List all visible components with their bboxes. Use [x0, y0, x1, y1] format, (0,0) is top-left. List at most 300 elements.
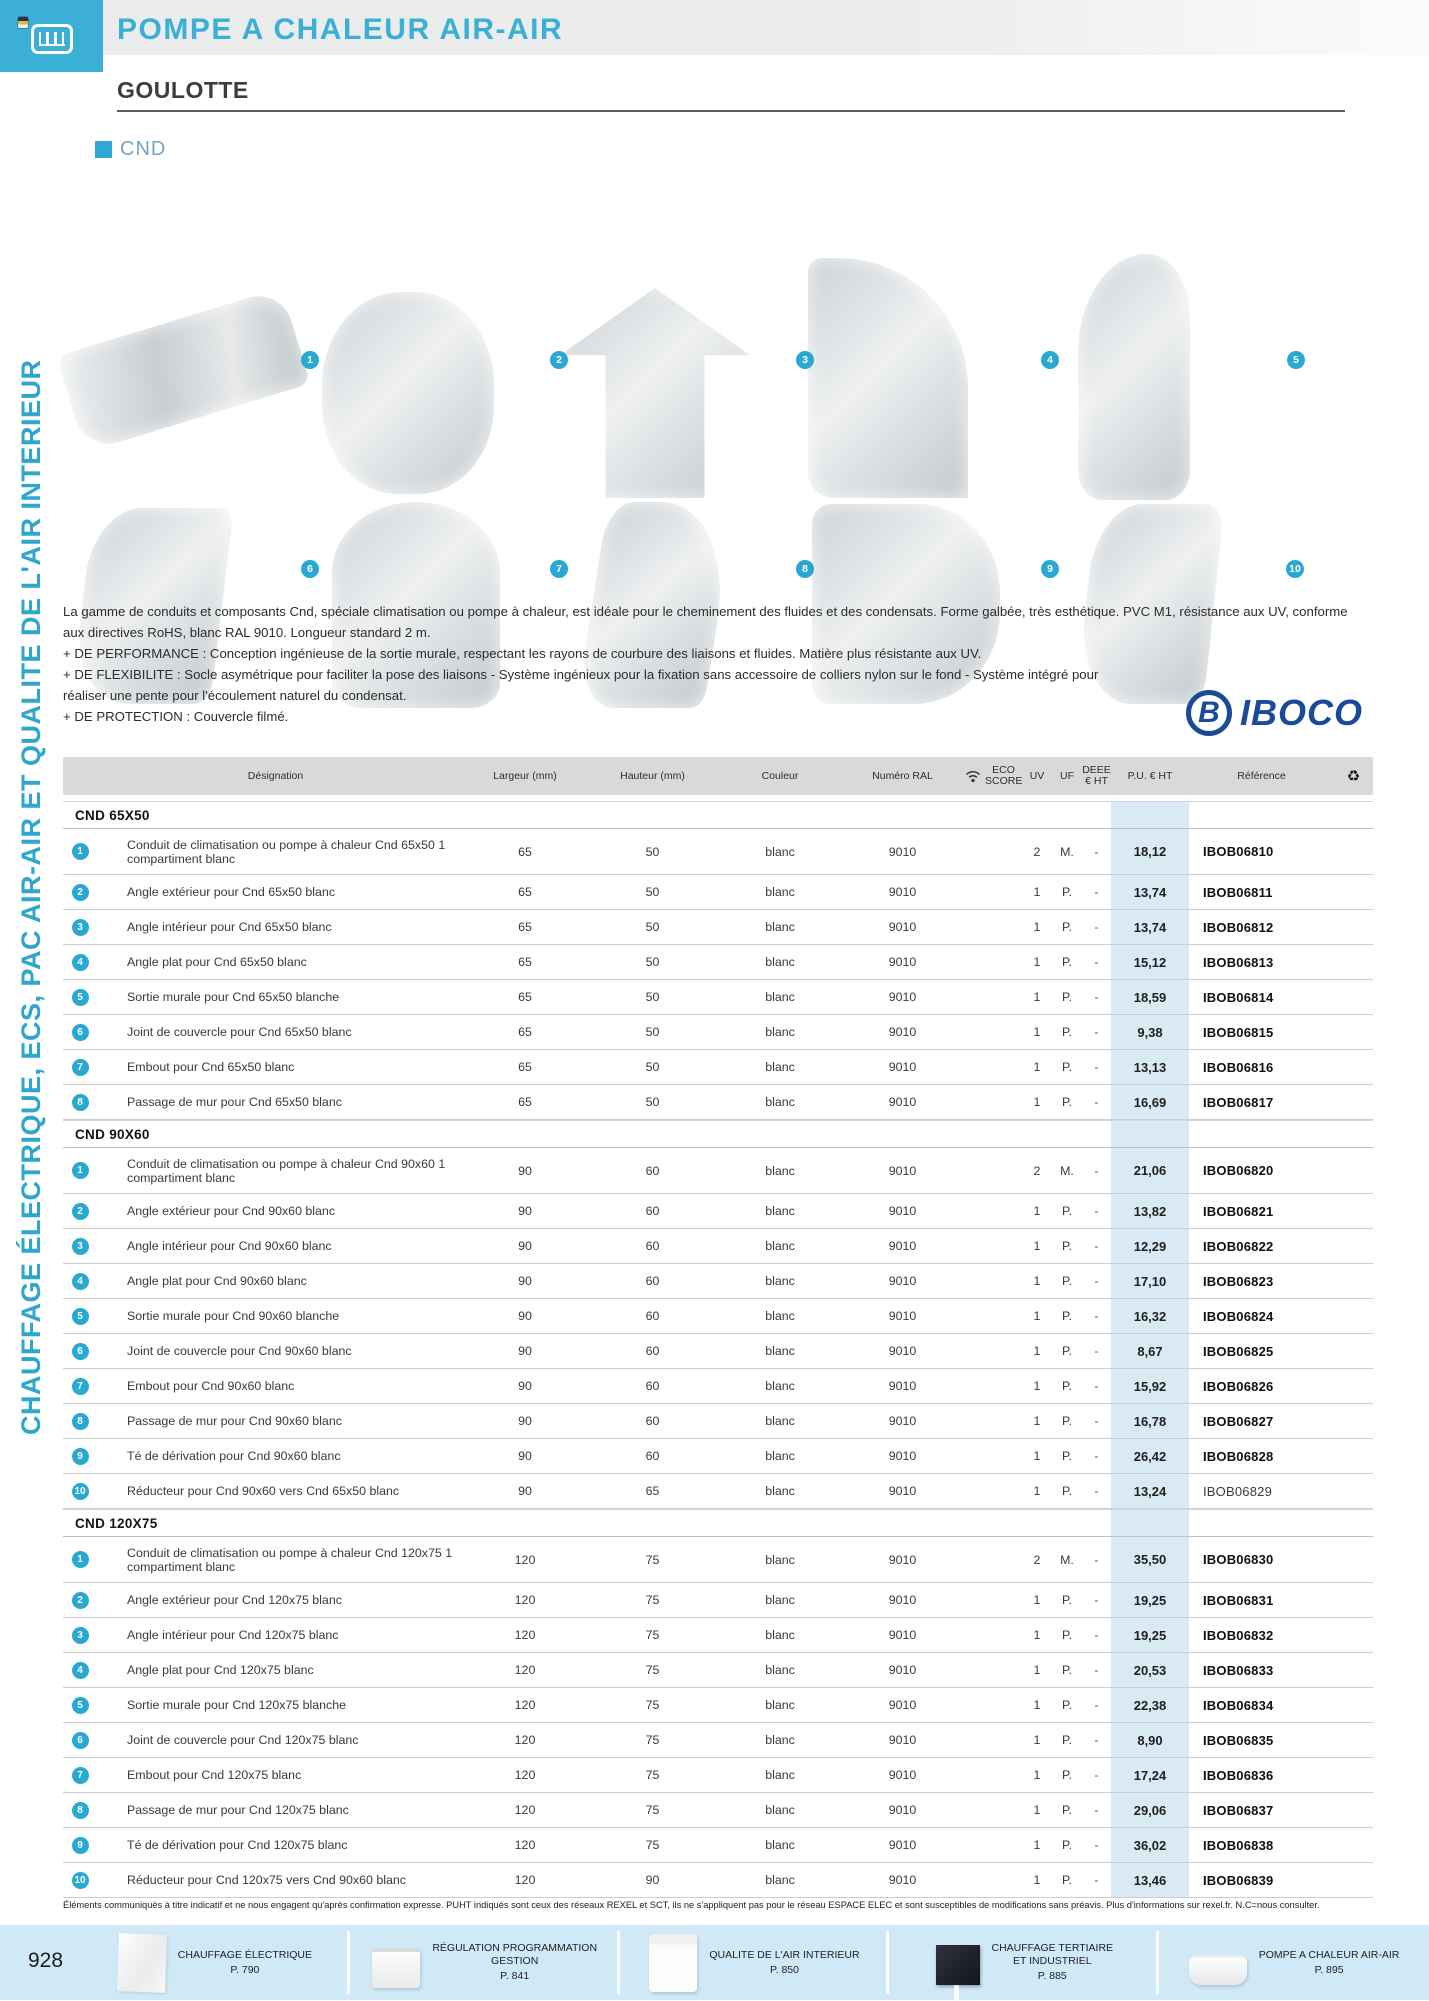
cell-numero-ral: 9010 — [888, 1060, 917, 1074]
cell-largeur: 90 — [518, 1274, 532, 1288]
cell-reference: IBOB06813 — [1203, 954, 1274, 970]
product-number-badge: 4 — [1041, 351, 1059, 369]
col-pu: P.U. € HT — [1127, 769, 1173, 782]
category-icon-tile — [0, 0, 103, 72]
row-number-badge: 2 — [72, 1592, 89, 1609]
footer-nav-label: QUALITE DE L'AIR INTERIEUR P. 850 — [709, 1948, 860, 1976]
vertical-category-label: CHAUFFAGE ÉLECTRIQUE, ECS, PAC AIR-AIR ET QUALITE DE L'AIR INTERIEUR — [16, 359, 46, 1435]
cell-price: 29,06 — [1133, 1802, 1167, 1818]
cell-largeur: 90 — [518, 1204, 532, 1218]
row-number-badge: 6 — [72, 1024, 89, 1041]
cell-uv: 1 — [1033, 1663, 1041, 1677]
cell-deee: - — [1094, 1414, 1099, 1428]
cell-designation: Sortie murale pour Cnd 65x50 blanche — [127, 990, 340, 1004]
legal-footnote: Éléments communiqués à titre indicatif et ne nous engagent qu'après confirmation expresse. PUHT indiqués sont ceux des réseaux REXEL et SCT, ils ne s'appliquent pas pour le réseau ESPACE ELEC et sont susceptibles de modifications sans préavis. Plus d'informations sur rexel.fr. N.C=nous consulter. — [63, 1900, 1320, 1910]
cell-designation: Angle extérieur pour Cnd 120x75 blanc — [127, 1593, 342, 1607]
cell-uv: 1 — [1033, 1803, 1041, 1817]
cell-price: 16,69 — [1133, 1094, 1167, 1110]
row-number-badge: 7 — [72, 1767, 89, 1784]
row-number-badge: 1 — [72, 1551, 89, 1568]
description-intro: La gamme de conduits et composants Cnd, spéciale climatisation ou pompe à chaleur, est idéale pour le cheminement des fluides et des condensats. Forme galbée, très esthétique. PVC M1, résistance aux UV, conforme aux directives RoHS, blanc RAL 9010. Longueur standard 2 m. — [63, 604, 1348, 640]
cell-numero-ral: 9010 — [888, 885, 917, 899]
col-deee: DEEE € HT — [1082, 764, 1111, 787]
product-gallery — [0, 120, 1429, 590]
col-reference: Référence — [1237, 769, 1286, 782]
cell-uv: 1 — [1033, 1204, 1041, 1218]
row-number-badge: 4 — [72, 1662, 89, 1679]
cell-couleur: blanc — [765, 1239, 795, 1253]
cell-price: 36,02 — [1133, 1837, 1167, 1853]
cell-numero-ral: 9010 — [888, 1733, 917, 1747]
cell-uf: P. — [1061, 1204, 1073, 1218]
cell-hauteur: 50 — [645, 844, 660, 859]
col-couleur: Couleur — [761, 769, 799, 782]
col-eco-score: ECO SCORE — [985, 764, 1023, 787]
cell-price: 8,90 — [1137, 1732, 1163, 1748]
series-label-text: CND — [120, 138, 167, 160]
row-number-badge: 3 — [72, 1627, 89, 1644]
cell-uf: P. — [1061, 1593, 1073, 1607]
cell-designation: Angle extérieur pour Cnd 90x60 blanc — [127, 1204, 336, 1218]
cell-largeur: 65 — [518, 955, 532, 969]
table-row — [63, 1863, 1373, 1898]
cell-largeur: 120 — [514, 1768, 536, 1782]
cell-uv: 1 — [1033, 1239, 1041, 1253]
product-image-sortie-murale — [1078, 254, 1190, 500]
cell-deee: - — [1094, 1593, 1099, 1607]
cell-uv: 1 — [1033, 1628, 1041, 1642]
cell-designation: Sortie murale pour Cnd 90x60 blanche — [127, 1309, 340, 1323]
cell-numero-ral: 9010 — [888, 1803, 917, 1817]
cell-reference: IBOB06828 — [1203, 1448, 1274, 1464]
cell-hauteur: 65 — [645, 1484, 660, 1498]
table-row — [63, 1264, 1373, 1299]
cell-couleur: blanc — [765, 1309, 795, 1323]
cell-uf: P. — [1061, 885, 1073, 899]
footer-nav — [80, 1925, 1429, 2000]
cell-reference: IBOB06812 — [1203, 919, 1274, 935]
cell-deee: - — [1094, 1204, 1099, 1218]
table-header — [63, 757, 1373, 795]
row-number-badge: 4 — [72, 954, 89, 971]
cell-uv: 2 — [1033, 1552, 1041, 1567]
cell-designation: Conduit de climatisation ou pompe à chaleur Cnd 120x75 1 compartiment blanc — [127, 1545, 453, 1574]
table-row — [63, 875, 1373, 910]
cell-uv: 1 — [1033, 1274, 1041, 1288]
table-row — [63, 1828, 1373, 1863]
row-number-badge: 7 — [72, 1378, 89, 1395]
footer-nav-item[interactable] — [889, 1925, 1159, 2000]
cell-largeur: 90 — [518, 1239, 532, 1253]
cell-designation: Réducteur pour Cnd 120x75 vers Cnd 90x60 blanc — [127, 1873, 406, 1887]
cell-designation: Angle plat pour Cnd 120x75 blanc — [127, 1663, 314, 1677]
cell-uf: P. — [1061, 1379, 1073, 1393]
cell-designation: Té de dérivation pour Cnd 120x75 blanc — [127, 1838, 348, 1852]
page-title: POMPE A CHALEUR AIR-AIR — [117, 13, 564, 46]
cell-deee: - — [1094, 1060, 1099, 1074]
cell-uf: P. — [1061, 955, 1073, 969]
cell-hauteur: 75 — [645, 1733, 660, 1747]
table-row — [63, 1148, 1373, 1194]
cell-hauteur: 60 — [645, 1204, 660, 1218]
cell-price: 16,78 — [1133, 1413, 1167, 1429]
col-uv: UV — [1029, 769, 1045, 782]
cell-uv: 2 — [1033, 844, 1041, 859]
product-number-badge: 10 — [1286, 560, 1304, 578]
cell-numero-ral: 9010 — [888, 1163, 917, 1178]
cell-deee: - — [1094, 844, 1099, 859]
table-row — [63, 1758, 1373, 1793]
cell-couleur: blanc — [765, 1698, 795, 1712]
cell-numero-ral: 9010 — [888, 955, 917, 969]
cell-reference: IBOB06814 — [1203, 989, 1274, 1005]
cell-largeur: 65 — [518, 1060, 532, 1074]
cell-reference: IBOB06823 — [1203, 1273, 1274, 1289]
cell-designation: Réducteur pour Cnd 90x60 vers Cnd 65x50 blanc — [127, 1484, 400, 1498]
cell-uf: P. — [1061, 1698, 1073, 1712]
cell-designation: Joint de couvercle pour Cnd 120x75 blanc — [127, 1733, 359, 1747]
product-number-badge: 3 — [796, 351, 814, 369]
cell-price: 19,25 — [1133, 1592, 1167, 1608]
signal-icon — [960, 770, 985, 783]
cell-couleur: blanc — [765, 885, 795, 899]
cell-reference: IBOB06827 — [1203, 1413, 1274, 1429]
cell-uf: P. — [1061, 1344, 1073, 1358]
row-number-badge: 10 — [72, 1872, 89, 1889]
cell-deee: - — [1094, 1025, 1099, 1039]
table-section-title: CND 65X50 — [63, 801, 1373, 829]
cell-uf: P. — [1061, 920, 1073, 934]
cell-designation: Passage de mur pour Cnd 120x75 blanc — [127, 1803, 349, 1817]
row-number-badge: 3 — [72, 919, 89, 936]
cell-reference: IBOB06810 — [1203, 844, 1274, 859]
cell-reference: IBOB06811 — [1203, 884, 1273, 900]
cell-designation: Angle intérieur pour Cnd 90x60 blanc — [127, 1239, 332, 1253]
cell-designation: Joint de couvercle pour Cnd 90x60 blanc — [127, 1344, 352, 1358]
table-row — [63, 1653, 1373, 1688]
cell-hauteur: 75 — [645, 1593, 660, 1607]
cell-uv: 1 — [1033, 1698, 1041, 1712]
row-number-badge: 3 — [72, 1238, 89, 1255]
cell-uf: P. — [1061, 1060, 1073, 1074]
row-number-badge: 8 — [72, 1802, 89, 1819]
cell-deee: - — [1094, 1552, 1099, 1567]
table-row — [63, 1537, 1373, 1583]
cell-reference: IBOB06839 — [1203, 1872, 1274, 1888]
cell-designation: Angle extérieur pour Cnd 65x50 blanc — [127, 885, 336, 899]
cell-deee: - — [1094, 1663, 1099, 1677]
table-row — [63, 1618, 1373, 1653]
cell-largeur: 65 — [518, 1025, 532, 1039]
cell-reference: IBOB06833 — [1203, 1662, 1274, 1678]
cell-couleur: blanc — [765, 1379, 795, 1393]
cell-uf: P. — [1061, 1484, 1073, 1498]
cell-largeur: 120 — [514, 1838, 536, 1852]
cell-reference: IBOB06816 — [1203, 1059, 1274, 1075]
row-number-badge: 5 — [72, 1308, 89, 1325]
cell-numero-ral: 9010 — [888, 1838, 917, 1852]
cell-designation: Conduit de climatisation ou pompe à chaleur Cnd 65x50 1 compartiment blanc — [127, 837, 446, 866]
cell-numero-ral: 9010 — [888, 844, 917, 859]
cell-uv: 1 — [1033, 1344, 1041, 1358]
table-row — [63, 1334, 1373, 1369]
cell-reference: IBOB06829 — [1203, 1483, 1273, 1499]
brand-name: IBOCO — [1240, 692, 1364, 733]
cell-uf: P. — [1061, 1838, 1073, 1852]
cell-hauteur: 50 — [645, 1025, 660, 1039]
footer-nav-page-ref: P. 841 — [500, 1970, 530, 1982]
cell-deee: - — [1094, 1309, 1099, 1323]
col-designation: Désignation — [247, 769, 304, 782]
row-number-badge: 10 — [72, 1483, 89, 1500]
cell-numero-ral: 9010 — [888, 1873, 917, 1887]
description-bullet: + DE FLEXIBILITE : Socle asymétrique pour faciliter la pose des liaisons - Système ingénieux pour la fixation sans accessoire de colliers nylon sur le fond - Système intégré pour réaliser une pente pour l'écoulement naturel du condensat. — [63, 667, 1099, 703]
cell-largeur: 90 — [518, 1163, 532, 1178]
cell-deee: - — [1094, 1484, 1099, 1498]
cell-largeur: 120 — [514, 1698, 536, 1712]
cell-couleur: blanc — [765, 920, 795, 934]
cell-deee: - — [1094, 1379, 1099, 1393]
cell-uf: P. — [1061, 990, 1073, 1004]
cell-price: 15,12 — [1133, 954, 1167, 970]
product-description — [63, 601, 1371, 727]
row-number-badge: 2 — [72, 1203, 89, 1220]
cell-deee: - — [1094, 1733, 1099, 1747]
cell-largeur: 90 — [518, 1344, 532, 1358]
cell-uf: P. — [1061, 1095, 1073, 1109]
cell-uv: 1 — [1033, 1025, 1041, 1039]
cell-deee: - — [1094, 1239, 1099, 1253]
cell-uv: 1 — [1033, 1484, 1041, 1498]
footer-nav-thumbnail — [1189, 1955, 1247, 1985]
cell-uf: M. — [1060, 844, 1074, 859]
table-row — [63, 1229, 1373, 1264]
cell-hauteur: 50 — [645, 990, 660, 1004]
cell-uf: P. — [1061, 1873, 1073, 1887]
cell-reference: IBOB06825 — [1203, 1343, 1274, 1359]
cell-uf: M. — [1060, 1552, 1074, 1567]
cell-hauteur: 60 — [645, 1379, 660, 1393]
cell-largeur: 90 — [518, 1379, 532, 1393]
cell-reference: IBOB06815 — [1203, 1024, 1274, 1040]
col-hauteur: Hauteur (mm) — [620, 769, 685, 782]
cell-couleur: blanc — [765, 1344, 795, 1358]
footer-nav-page-ref: P. 850 — [769, 1963, 799, 1976]
cell-couleur: blanc — [765, 1768, 795, 1782]
cell-reference: IBOB06836 — [1203, 1767, 1274, 1783]
cell-hauteur: 75 — [645, 1552, 660, 1567]
cell-uv: 1 — [1033, 1873, 1041, 1887]
cell-uv: 1 — [1033, 1414, 1041, 1428]
cell-reference: IBOB06821 — [1203, 1203, 1274, 1219]
cell-price: 21,06 — [1133, 1163, 1167, 1178]
table-row — [63, 1793, 1373, 1828]
cell-numero-ral: 9010 — [888, 1414, 917, 1428]
cell-couleur: blanc — [765, 1663, 795, 1677]
footer-nav-label: RÉGULATION PROGRAMMATION GESTION P. 841 — [432, 1942, 598, 1982]
cell-deee: - — [1094, 955, 1099, 969]
cell-price: 22,38 — [1133, 1697, 1167, 1713]
cell-uv: 1 — [1033, 1593, 1041, 1607]
cell-numero-ral: 9010 — [888, 1309, 917, 1323]
table-row — [63, 1299, 1373, 1334]
cell-uv: 1 — [1033, 1768, 1041, 1782]
cell-price: 13,74 — [1133, 919, 1167, 935]
table-row — [63, 1474, 1373, 1509]
cell-designation: Angle plat pour Cnd 90x60 blanc — [127, 1274, 307, 1288]
row-number-badge: 9 — [72, 1448, 89, 1465]
cell-numero-ral: 9010 — [888, 1239, 917, 1253]
cell-price: 20,53 — [1133, 1662, 1167, 1678]
cell-uf: P. — [1061, 1628, 1073, 1642]
footer-nav-item[interactable] — [620, 1925, 890, 2000]
cell-uf: P. — [1061, 1414, 1073, 1428]
cell-hauteur: 50 — [645, 1060, 660, 1074]
cell-couleur: blanc — [765, 1484, 795, 1498]
row-number-badge: 1 — [72, 1162, 89, 1179]
recycle-icon: ♻ — [1346, 767, 1361, 785]
cell-deee: - — [1094, 920, 1099, 934]
cell-price: 12,29 — [1133, 1238, 1167, 1254]
cell-price: 18,12 — [1133, 844, 1167, 859]
radiator-icon — [31, 24, 73, 54]
cell-numero-ral: 9010 — [888, 1593, 917, 1607]
cell-hauteur: 50 — [645, 920, 660, 934]
cell-couleur: blanc — [765, 1025, 795, 1039]
table-body — [63, 801, 1373, 1898]
cell-price: 26,42 — [1133, 1448, 1167, 1464]
cell-deee: - — [1094, 1838, 1099, 1852]
cell-hauteur: 50 — [645, 1095, 660, 1109]
cell-hauteur: 90 — [645, 1873, 660, 1887]
row-number-badge: 2 — [72, 884, 89, 901]
cell-designation: Embout pour Cnd 120x75 blanc — [127, 1768, 302, 1782]
product-image-angle-plat — [808, 258, 968, 498]
table-section-title: CND 120X75 — [63, 1509, 1373, 1537]
page-number: 928 — [28, 1949, 64, 1972]
cell-designation: Embout pour Cnd 90x60 blanc — [127, 1379, 295, 1393]
cell-largeur: 65 — [518, 1095, 532, 1109]
cell-largeur: 90 — [518, 1484, 532, 1498]
product-number-badge: 2 — [550, 351, 568, 369]
col-uf: UF — [1060, 769, 1074, 782]
cell-price: 15,92 — [1133, 1378, 1167, 1394]
footer-nav-item[interactable] — [350, 1925, 620, 2000]
cell-hauteur: 60 — [645, 1449, 660, 1463]
subtitle-rule — [117, 110, 1345, 112]
cell-deee: - — [1094, 1698, 1099, 1712]
cell-largeur: 90 — [518, 1449, 532, 1463]
cell-uf: P. — [1061, 1239, 1073, 1253]
cell-price: 8,67 — [1137, 1343, 1163, 1359]
cell-deee: - — [1094, 885, 1099, 899]
cell-couleur: blanc — [765, 1414, 795, 1428]
cell-price: 9,38 — [1137, 1024, 1163, 1040]
footer-nav-item[interactable] — [1159, 1925, 1429, 2000]
footer-nav-page-ref: P. 895 — [1314, 1963, 1344, 1976]
row-number-badge: 5 — [72, 1697, 89, 1714]
cell-couleur: blanc — [765, 1733, 795, 1747]
cell-hauteur: 75 — [645, 1768, 660, 1782]
footer-nav-page-ref: P. 885 — [1037, 1970, 1067, 1982]
cell-numero-ral: 9010 — [888, 1274, 917, 1288]
cell-hauteur: 75 — [645, 1838, 660, 1852]
cell-largeur: 120 — [514, 1733, 536, 1747]
cell-price: 35,50 — [1133, 1552, 1167, 1567]
description-bullet: + DE PROTECTION : Couvercle filmé. — [63, 709, 289, 724]
cell-uf: P. — [1061, 1449, 1073, 1463]
cell-numero-ral: 9010 — [888, 1484, 917, 1498]
footer-nav-label: CHAUFFAGE TERTIAIRE ET INDUSTRIEL P. 885 — [991, 1942, 1114, 1982]
product-image-angle-interieur — [560, 288, 750, 498]
cell-reference: IBOB06822 — [1203, 1238, 1274, 1254]
footer-nav-thumbnail — [649, 1934, 697, 1992]
cell-largeur: 90 — [518, 1309, 532, 1323]
page-footer — [0, 1925, 1429, 2000]
cell-deee: - — [1094, 1873, 1099, 1887]
cell-largeur: 90 — [518, 1414, 532, 1428]
cell-reference: IBOB06817 — [1203, 1094, 1274, 1110]
cell-largeur: 120 — [514, 1873, 536, 1887]
cell-largeur: 120 — [514, 1593, 536, 1607]
cell-reference: IBOB06820 — [1203, 1163, 1274, 1178]
cell-numero-ral: 9010 — [888, 1344, 917, 1358]
cell-couleur: blanc — [765, 1593, 795, 1607]
cell-largeur: 65 — [518, 990, 532, 1004]
cell-uv: 1 — [1033, 920, 1041, 934]
row-number-badge: 7 — [72, 1059, 89, 1076]
table-row — [63, 1085, 1373, 1120]
table-row — [63, 945, 1373, 980]
table-row — [63, 1404, 1373, 1439]
brand-logo — [1186, 690, 1363, 736]
cell-numero-ral: 9010 — [888, 1698, 917, 1712]
product-number-badge: 7 — [550, 560, 568, 578]
row-number-badge: 9 — [72, 1837, 89, 1854]
cell-deee: - — [1094, 1803, 1099, 1817]
page-subtitle: GOULOTTE — [117, 77, 249, 103]
cell-uf: P. — [1061, 1803, 1073, 1817]
cell-couleur: blanc — [765, 955, 795, 969]
cell-largeur: 65 — [518, 920, 532, 934]
cell-hauteur: 75 — [645, 1803, 660, 1817]
cell-designation: Passage de mur pour Cnd 65x50 blanc — [127, 1095, 342, 1109]
cell-uv: 1 — [1033, 1095, 1041, 1109]
cell-couleur: blanc — [765, 1274, 795, 1288]
bookmark-icon — [18, 17, 28, 28]
cell-hauteur: 60 — [645, 1163, 660, 1178]
cell-reference: IBOB06834 — [1203, 1697, 1274, 1713]
footer-nav-item[interactable] — [80, 1925, 350, 2000]
product-number-badge: 1 — [301, 351, 319, 369]
cell-numero-ral: 9010 — [888, 990, 917, 1004]
footer-nav-thumbnail — [936, 1945, 980, 1985]
cell-designation: Angle plat pour Cnd 65x50 blanc — [127, 955, 307, 969]
cell-uv: 2 — [1033, 1163, 1041, 1178]
cell-largeur: 120 — [514, 1803, 536, 1817]
cell-price: 13,24 — [1133, 1483, 1167, 1499]
cell-reference: IBOB06826 — [1203, 1378, 1274, 1394]
cell-designation: Té de dérivation pour Cnd 90x60 blanc — [127, 1449, 341, 1463]
cell-uf: P. — [1061, 1309, 1073, 1323]
cell-numero-ral: 9010 — [888, 1095, 917, 1109]
product-number-badge: 9 — [1041, 560, 1059, 578]
cell-uv: 1 — [1033, 1309, 1041, 1323]
cell-couleur: blanc — [765, 1838, 795, 1852]
footer-nav-label: CHAUFFAGE ÉLECTRIQUE P. 790 — [177, 1948, 312, 1976]
cell-designation: Angle intérieur pour Cnd 65x50 blanc — [127, 920, 332, 934]
cell-uv: 1 — [1033, 885, 1041, 899]
